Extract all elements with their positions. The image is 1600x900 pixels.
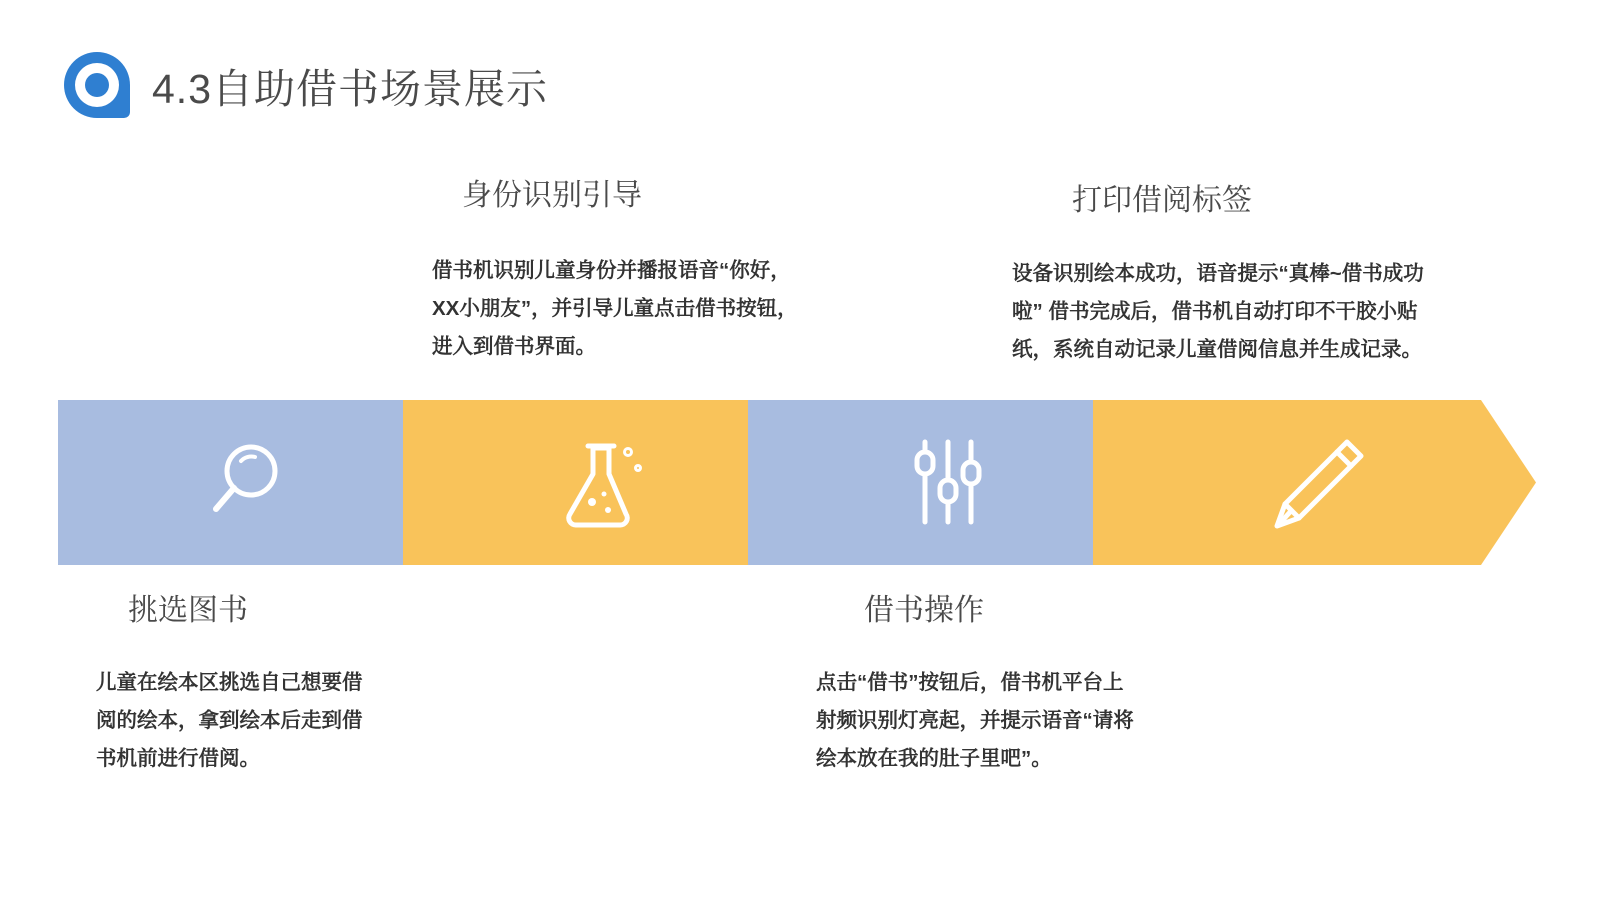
step-4-heading: 打印借阅标签 xyxy=(1072,184,1252,217)
process-chevron-band xyxy=(58,400,1536,565)
step-3-heading: 借书操作 xyxy=(864,594,984,627)
circle-target-icon xyxy=(64,52,130,118)
step-1-line: 书机前进行借阅。 xyxy=(96,746,260,770)
step-3-description xyxy=(816,664,1134,778)
step-2-line: XX小朋友”，并引导儿童点击借书按钮， xyxy=(432,296,798,320)
step-1-description xyxy=(96,664,363,778)
step-4-line: 设备识别绘本成功，语音提示“真棒~借书成功 xyxy=(1012,262,1424,285)
step-3-line: 点击“借书”按钮后，借书机平台上 xyxy=(816,671,1124,694)
pencil-icon xyxy=(1255,428,1375,538)
step-3-line: 射频识别灯亮起，并提示语音“请将 xyxy=(816,708,1134,732)
step-1-line: 儿童在绘本区挑选自己想要借 xyxy=(96,671,363,694)
step-1-line: 阅的绘本，拿到绘本后走到借 xyxy=(96,708,363,732)
page-header xyxy=(64,52,548,118)
magnifier-icon xyxy=(208,433,308,533)
chevron-step-2[interactable] xyxy=(403,400,803,565)
step-2-line: 借书机识别儿童身份并播报语音“你好， xyxy=(432,259,791,282)
step-2-heading: 身份识别引导 xyxy=(462,179,642,212)
step-4-line: 纸，系统自动记录儿童借阅信息并生成记录。 xyxy=(1012,337,1422,361)
step-2-line: 进入到借书界面。 xyxy=(432,334,596,358)
chevron-step-4[interactable] xyxy=(1093,400,1536,565)
flask-icon xyxy=(548,430,658,535)
chevron-step-3[interactable] xyxy=(748,400,1148,565)
chevron-step-1[interactable] xyxy=(58,400,458,565)
step-3-line: 绘本放在我的肚子里吧”。 xyxy=(816,746,1052,770)
step-4-description xyxy=(1012,255,1424,369)
step-4-line: 啦” 借书完成后，借书机自动打印不干胶小贴 xyxy=(1012,299,1418,323)
step-1-heading: 挑选图书 xyxy=(128,594,248,627)
page-title: 4.3自助借书场景展示 xyxy=(152,65,548,112)
step-2-description xyxy=(432,252,798,366)
sliders-icon xyxy=(893,430,1003,535)
